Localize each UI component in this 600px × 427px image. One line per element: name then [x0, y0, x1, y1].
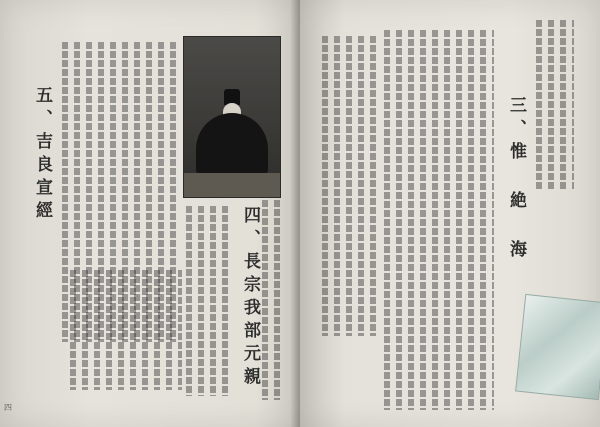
- section-three-heading: 三、惟 絶 海: [506, 96, 526, 263]
- section-four-text-right: [262, 200, 284, 400]
- portrait-image: [183, 36, 281, 198]
- section-four-text-bottom: [186, 206, 234, 396]
- section-five-text: [70, 270, 182, 390]
- section-three-text-left: [322, 36, 382, 336]
- section-two-text-end: [536, 20, 574, 190]
- section-four-heading: 四、長宗我部元親: [240, 206, 260, 390]
- portrait-figure: [196, 113, 268, 175]
- portrait-mat: [184, 173, 280, 197]
- glass-paperweight: [515, 294, 600, 400]
- section-five-heading: 五、吉良宣經: [32, 86, 52, 224]
- section-three-text-main: [384, 30, 494, 410]
- page-number: 四: [4, 403, 12, 412]
